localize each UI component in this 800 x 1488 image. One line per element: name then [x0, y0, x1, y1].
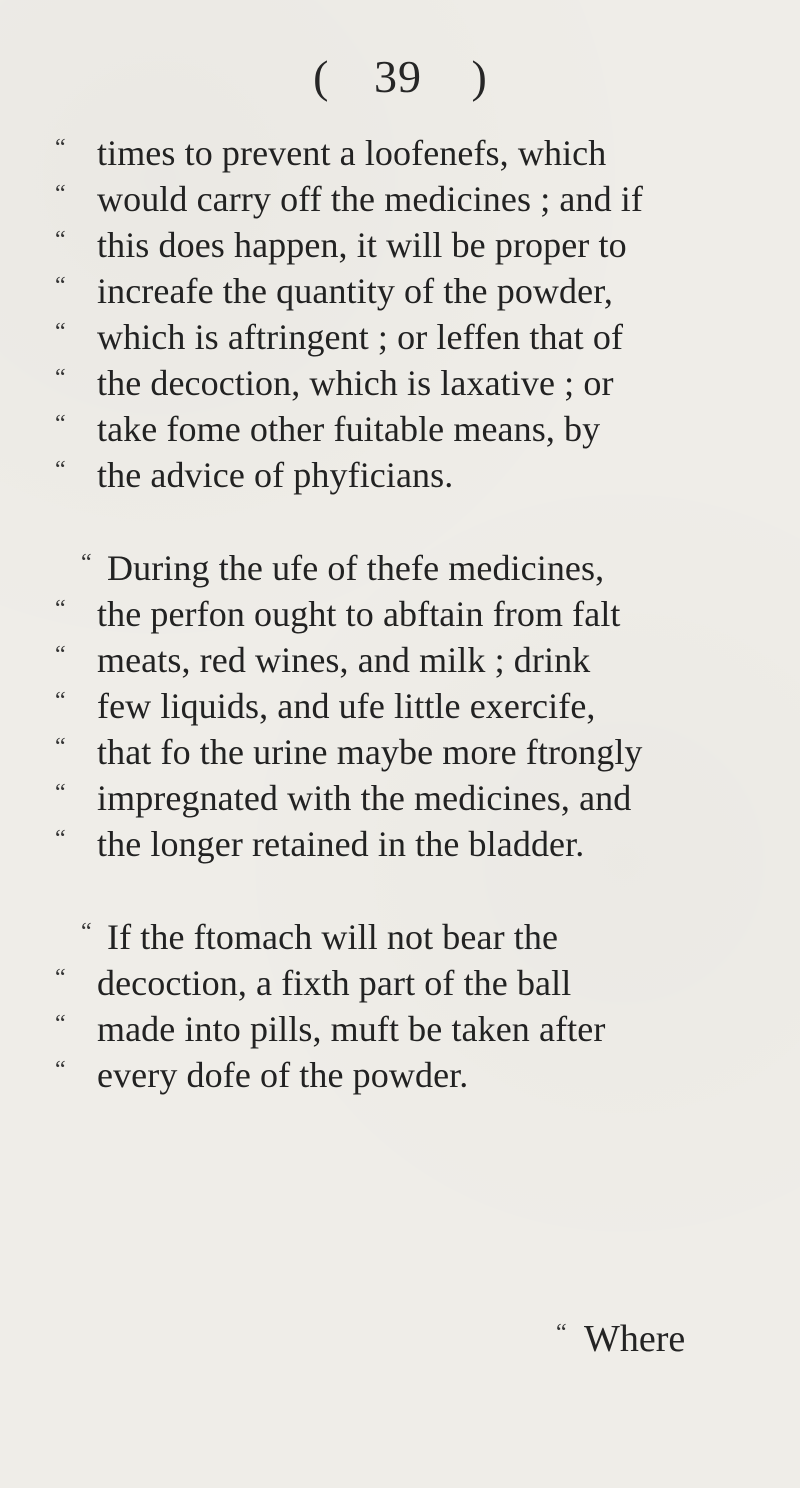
left-parenthesis: (: [313, 51, 329, 102]
quote-mark: “: [81, 919, 92, 945]
text-line: [55, 960, 745, 1006]
text-line-content: increafe the quantity of the powder,: [97, 271, 613, 311]
quote-mark: “: [55, 273, 66, 299]
text-line-content: which is aftringent ; or leffen that of: [97, 317, 624, 357]
text-line: [55, 360, 745, 406]
quote-mark: “: [55, 1057, 66, 1083]
text-line-content: the perfon ought to abftain from falt: [97, 594, 621, 634]
quote-mark: “: [55, 135, 66, 161]
quote-mark: “: [55, 826, 66, 852]
text-line: [55, 452, 745, 498]
quote-mark: “: [55, 642, 66, 668]
quote-mark: “: [55, 227, 66, 253]
text-line: [55, 268, 745, 314]
text-line-content: every dofe of the powder.: [97, 1055, 469, 1095]
text-line-content: the advice of phyficians.: [97, 455, 454, 495]
page-number: 39: [374, 51, 422, 102]
quote-mark: “: [55, 365, 66, 391]
text-line-content: impregnated with the medicines, and: [97, 778, 632, 818]
quote-mark: “: [556, 1320, 567, 1346]
paragraph-start-line: [81, 545, 771, 591]
text-line: [55, 222, 745, 268]
text-line-content: made into pills, muft be taken after: [97, 1009, 606, 1049]
quote-mark: “: [55, 688, 66, 714]
text-line: [55, 591, 745, 637]
quote-mark: “: [81, 550, 92, 576]
quote-mark: “: [55, 596, 66, 622]
text-line: [55, 683, 745, 729]
text-line-content: During the ufe of thefe medicines,: [107, 548, 605, 588]
text-line: [55, 775, 745, 821]
text-line: [55, 130, 745, 176]
text-line-content: few liquids, and ufe little exercife,: [97, 686, 596, 726]
text-line-content: take fome other fuitable means, by: [97, 409, 601, 449]
catchword-text: Where: [584, 1318, 686, 1360]
text-line-content: the longer retained in the bladder.: [97, 824, 585, 864]
text-line: [55, 637, 745, 683]
text-line-content: meats, red wines, and milk ; drink: [97, 640, 591, 680]
quote-mark: “: [55, 411, 66, 437]
text-line-content: If the ftomach will not bear the: [107, 917, 559, 957]
text-line: [55, 1006, 745, 1052]
text-line-content: that fo the urine maybe more ftrongly: [97, 732, 643, 772]
quote-mark: “: [55, 181, 66, 207]
text-line-content: the decoction, which is laxative ; or: [97, 363, 614, 403]
text-line-content: this does happen, it will be proper to: [97, 225, 627, 265]
right-parenthesis: ): [471, 51, 487, 102]
quote-mark: “: [55, 965, 66, 991]
text-line: [55, 176, 745, 222]
paragraph-start-line: [81, 914, 771, 960]
text-line-content: decoction, a fixth part of the ball: [97, 963, 572, 1003]
text-line: [55, 729, 745, 775]
text-line: [55, 406, 745, 452]
text-line: [55, 314, 745, 360]
quote-mark: “: [55, 319, 66, 345]
text-line: [55, 1052, 745, 1098]
quote-mark: “: [55, 1011, 66, 1037]
text-line-content: would carry off the medicines ; and if: [97, 179, 643, 219]
text-line-content: times to prevent a loofenefs, which: [97, 133, 607, 173]
quote-mark: “: [55, 457, 66, 483]
text-line: [55, 821, 745, 867]
quote-mark: “: [55, 734, 66, 760]
quote-mark: “: [55, 780, 66, 806]
catchword: [556, 1316, 685, 1362]
